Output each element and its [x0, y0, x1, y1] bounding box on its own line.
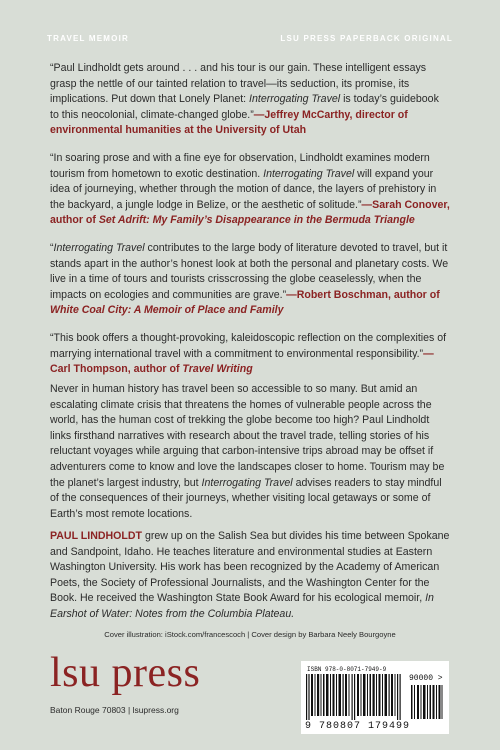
blurb-title: Interrogating Travel: [53, 242, 145, 254]
blurb-text: contributes to the large body of literature devoted to travel, but it stands apart in the author’s honest look at both the personal and planetary costs. We live in a time of tours and tourists crisscrossing the globe ceaselessly, when the impacts on ecologies and communities are grave.”: [50, 242, 449, 301]
description-title: Interrogating Travel: [201, 476, 293, 489]
blurb-text: is today’s guidebook to this neocolonial, climate-changed globe.”: [50, 93, 439, 121]
barcode-icon: [306, 674, 404, 720]
publisher-address: Baton Rouge 70803 | lsupress.org: [50, 705, 179, 715]
category-label: TRAVEL MEMOIR: [47, 34, 129, 43]
book-description: [50, 382, 450, 522]
bio-book-title: In Earshot of Water: Notes from the Columbia Plateau.: [50, 592, 434, 620]
price-barcode-icon: [411, 685, 443, 719]
blurb-2: [50, 151, 450, 229]
isbn-text: ISBN 978-0-8071-7949-9: [307, 666, 387, 673]
cover-credits: Cover illustration: iStock.com/francescoch | Cover design by Barbara Neely Bourgoyne: [104, 630, 396, 639]
barcode-box: [301, 661, 449, 734]
author-name: PAUL LINDHOLDT: [50, 530, 143, 542]
price-code: 90000 >: [409, 674, 443, 683]
blurb-attribution-title: White Coal City: A Memoir of Place and Family: [50, 304, 284, 317]
blurb-1: [50, 61, 450, 139]
blurb-attribution: —Jeffrey McCarthy, director of environmental humanities at the University of Utah: [50, 108, 408, 137]
blurb-4: [50, 331, 450, 378]
blurb-text: “This book offers a thought-provoking, kaleidoscopic reflection on the complexities of marrying international travel with a commitment to environmental responsibility.”: [50, 332, 447, 360]
description-text: advises readers to stay mindful of the consequences of their journeys, whether visiting local getaways or some of Earth’s most remote locations.: [50, 476, 442, 520]
blurb-attribution: —Carl Thompson, author of: [50, 347, 434, 376]
blurb-title: Interrogating Travel: [249, 93, 341, 106]
top-bar: [47, 34, 453, 43]
edition-label: LSU PRESS PAPERBACK ORIGINAL: [280, 34, 453, 43]
blurb-attribution-title: Set Adrift: My Family’s Disappearance in the Bermuda Triangle: [98, 214, 415, 227]
blurb-attribution-title: Travel Writing: [182, 363, 253, 376]
blurb-text: will expand your idea of journeying, whether through the motion of dance, the layers of prehistory in the backyard, a jungle lodge in Belize, or the aesthetic of solitude.”: [50, 167, 437, 211]
barcode-number: 9 780807 179499: [305, 721, 411, 732]
blurb-attribution: —Sarah Conover, author of: [50, 198, 450, 227]
blurb-title: Interrogating Travel: [263, 167, 355, 180]
blurb-text: “: [50, 242, 54, 254]
bio-text: grew up on the Salish Sea but divides his time between Spokane and Sandpoint, Idaho. He teaches literature and environmental studies at Eastern Washington University. His work has been recognized by the Academy of American Poets, the Society of Professional Journalists, and the Washington Center for the Book. He received the Washington State Book Award for his ecological memoir,: [50, 530, 450, 605]
blurb-text: “In soaring prose and with a fine eye for observation, Lindholdt examines modern tourism from hometown to exotic destination.: [50, 152, 430, 180]
blurb-3: [50, 241, 450, 319]
description-text: Never in human history has travel been so accessible to so many. But amid an escalating climate crisis that threatens the homes of vulnerable people across the world, has the human cost of trekking the globe become too high? Paul Lindholdt links firsthand narratives with research about the travel trade, telling stories of his reluctant voyages while arguing that carbon-intensive trips abroad may be offset if adventurers come to know and love the landscapes closer to home. Tourism may be the planet’s largest industry, but: [50, 383, 445, 489]
publisher-logo: lsu press: [50, 650, 201, 696]
blurb-attribution: —Robert Boschman, author of: [286, 288, 440, 301]
author-bio: [50, 529, 450, 623]
blurb-text: “Paul Lindholdt gets around . . . and his tour is our gain. These intelligent essays grasp the nettle of our tainted relation to travel—its seduction, its promise, its implications. Put down that Lonely Planet:: [50, 62, 427, 106]
